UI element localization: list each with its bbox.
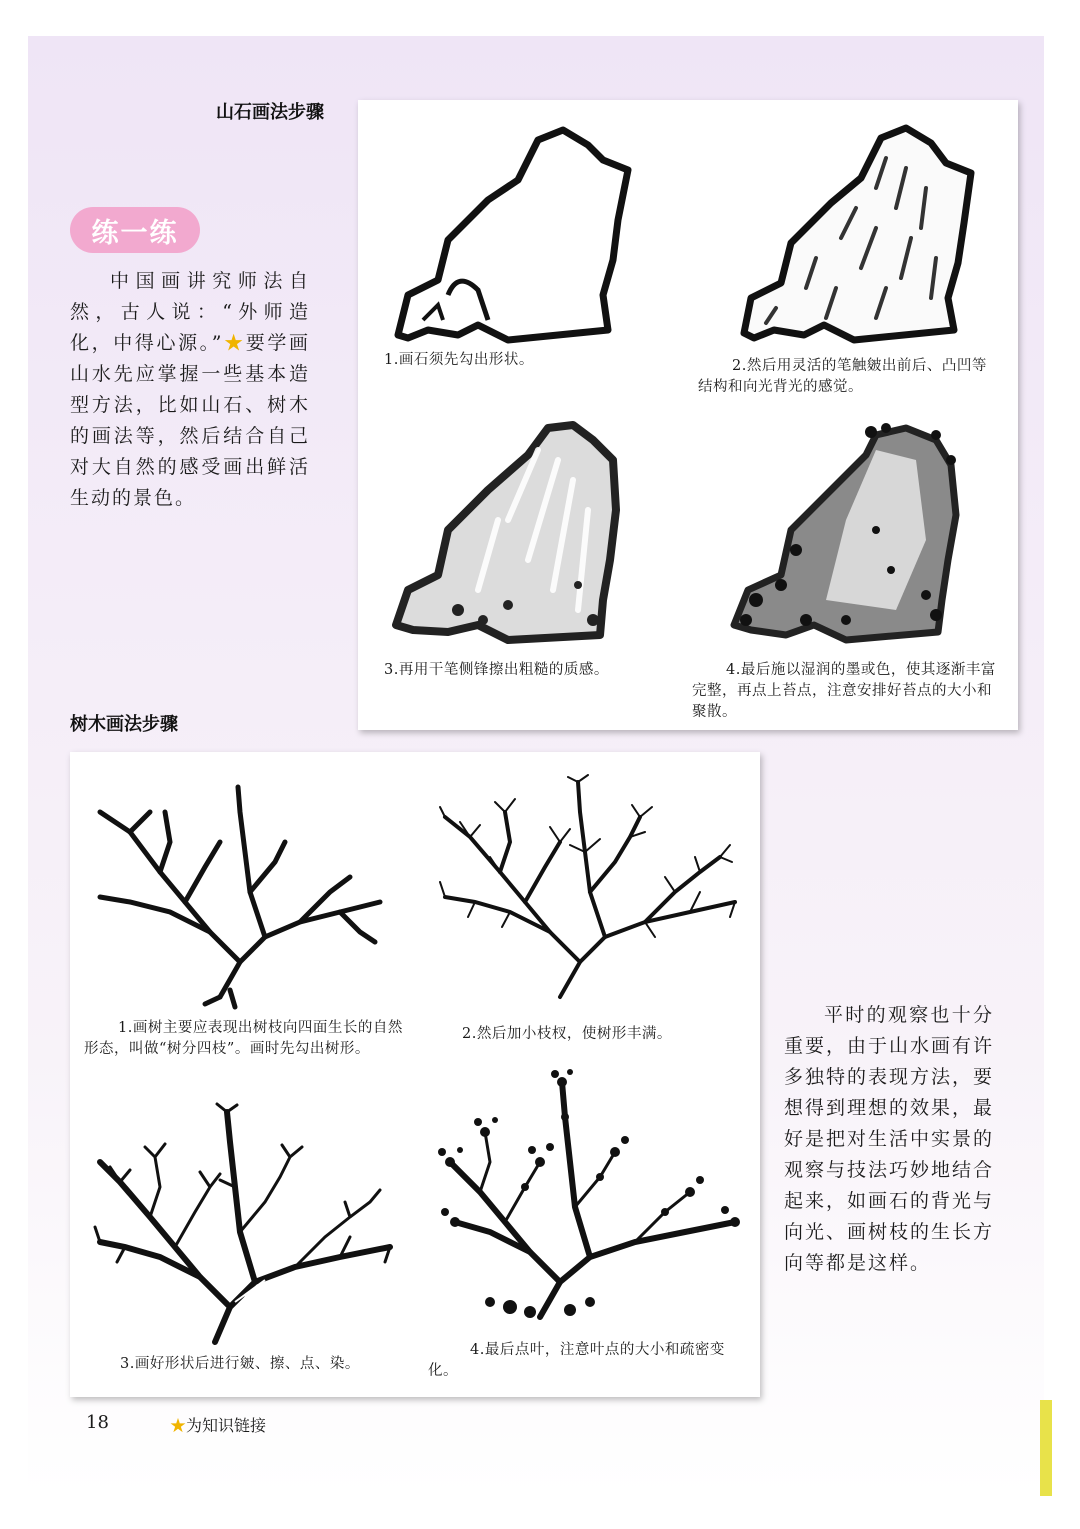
rock-step-1-illustration <box>388 120 658 350</box>
edge-marker <box>1040 1400 1052 1496</box>
tree-step-2-caption: 2.然后加小枝杈，使树形丰满。 <box>462 1026 672 1042</box>
rock-step-3-illustration <box>388 420 658 650</box>
rock-step-2-caption: 2.然后用灵活的笔触皴出前后、凸凹等结构和向光背光的感觉。 <box>698 358 987 395</box>
star-icon: ★ <box>170 1416 187 1435</box>
tree-step-3-illustration <box>95 1102 395 1352</box>
tree-steps-panel <box>70 752 760 1397</box>
rock-step-3-caption: 3.再用干笔侧锋擦出粗糙的质感。 <box>384 662 609 678</box>
tree-step-4-caption: 4.最后点叶，注意叶点的大小和疏密变化。 <box>428 1342 725 1379</box>
rock-step-4-caption: 4.最后施以湿润的墨或色，使其逐渐丰富完整，再点上苔点，注意安排好苔点的大小和聚散。 <box>692 662 996 720</box>
page-number: 18 <box>86 1412 109 1433</box>
tree-step-3-caption: 3.画好形状后进行皴、擦、点、染。 <box>120 1356 360 1372</box>
tree-step-2-illustration <box>440 777 740 1007</box>
tree-section-title: 树木画法步骤 <box>70 714 178 735</box>
rock-steps-panel <box>358 100 1018 730</box>
practice-badge: 练一练 <box>70 207 200 253</box>
tree-step-1-illustration <box>90 782 390 1012</box>
footnote <box>170 1413 266 1436</box>
practice-text-part-1: 中国画讲究师法自然，古人说：“外师造化，中得心源。” <box>70 270 310 354</box>
knowledge-star-icon: ★ <box>223 332 246 354</box>
rock-step-4-illustration <box>726 420 996 650</box>
rock-step-1-caption: 1.画石须先勾出形状。 <box>384 352 534 368</box>
footnote-text: 为知识链接 <box>186 1416 267 1435</box>
practice-text <box>70 266 310 514</box>
tree-step-4-illustration <box>430 1072 740 1322</box>
observation-text: 平时的观察也十分重要，由于山水画有许多独特的表现方法，要想得到理想的效果，最好是把对生活中实景的观察与技法巧妙地结合起来，如画石的背光与向光、画树枝的生长方向等都是这样。 <box>784 1004 995 1274</box>
practice-text-part-2: 要学画山水先应掌握一些基本造型方法，比如山石、树木的画法等，然后结合自己对大自然的感受画出鲜活生动的景色。 <box>70 332 310 509</box>
rock-step-2-illustration <box>736 118 996 348</box>
tree-step-1-caption: 1.画树主要应表现出树枝向四面生长的自然形态，叫做“树分四枝”。画时先勾出树形。 <box>84 1020 403 1057</box>
rock-section-title: 山石画法步骤 <box>216 102 324 123</box>
